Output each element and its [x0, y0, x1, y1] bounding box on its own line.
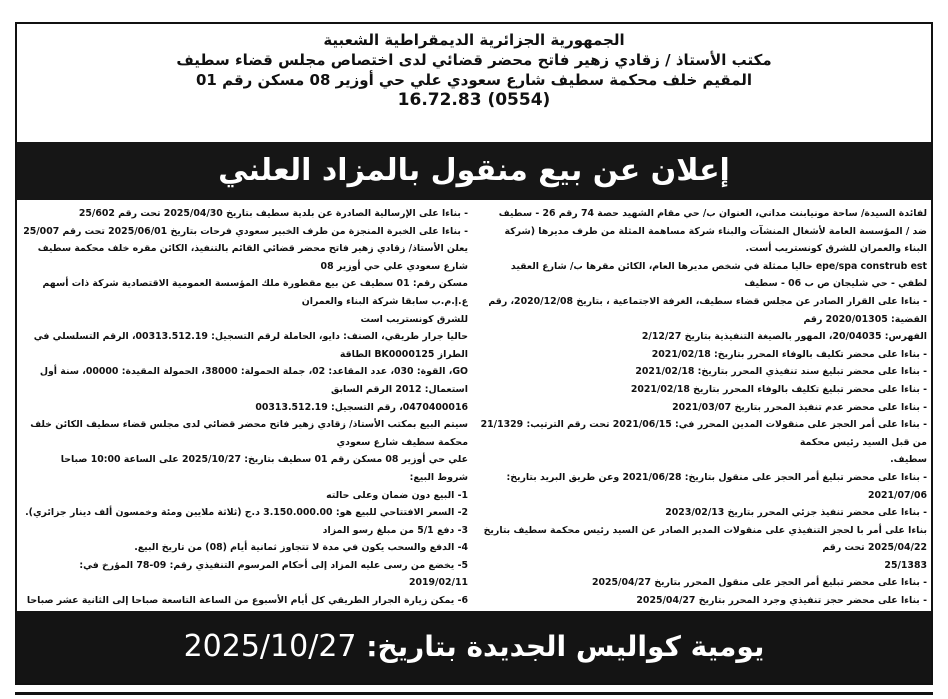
body-columns: [21, 205, 927, 607]
right-column-paragraph: - بناءا على أمر الحجز على منقولات المدين المحرر في: 2021/06/15 تحت رقم الترتيب: 21/1329 من قبل السيد رئيس محكمة: [480, 419, 927, 448]
right-column-paragraph: الفهرس: 20/04035، المهور بالصيغة التنفيذية بتاريخ 2/12/27: [641, 331, 927, 343]
page-title: إعلان عن بيع منقول بالمزاد العلني: [218, 153, 730, 188]
left-column-paragraph: 0470400016، رقم التسجيل: 00313.512.19: [255, 401, 468, 413]
header-office: مكتب الأستاذ / زقادي زهير فاتح محضر قضائي لدى اختصاص مجلس قضاء سطيف: [176, 51, 772, 69]
left-column-paragraph: شروط البيع:: [409, 471, 468, 483]
right-column-paragraph: - بناءا على محضر تبليغ أمر الحجز على منقول المحرر بتاريخ 2025/04/27: [591, 577, 927, 589]
left-column-paragraph: مسكن رقم: 01 سطيف عن بيع مقطورة ملك المؤسسة العمومية الاقتصادية شركة ذات أسهم ع.إ.م.ب سابقا شركة البناء والعمران: [42, 278, 468, 307]
header-address: المقيم خلف محكمة سطيف شارع سعودي علي حي أوزير 08 مسكن رقم 01: [196, 71, 752, 89]
left-column-paragraph: علي حي أوزير 08 مسكن رقم 01 سطيف بتاريخ: 2025/10/27 على الساعة 10:00 صباحا: [60, 454, 468, 466]
title-banner: [17, 142, 931, 200]
right-column-paragraph: - بناءا على القرار الصادر عن مجلس قضاء سطيف، الغرفة الاجتماعية ، بتاريخ 2020/12/08، رقم القضية: 2020/01305 رقم: [488, 295, 927, 325]
footer-date: 2025/10/27: [183, 629, 357, 664]
right-column-paragraph: لفائدة السيدة/ ساحة مونيابنت مداني، العنوان ب/ حي مقام الشهيد حصة 74 رقم 26 - سطيف: [498, 208, 927, 219]
left-column-paragraph: 5- يخضع من رسى عليه المزاد إلى أحكام المرسوم التنفيذي رقم: 09-78 المؤرخ في: 2019/02/11: [79, 559, 468, 589]
left-column-paragraph: - بناءا على الخبرة المنجزة من طرف الخبير سعودي فرحات بتاريخ 2025/06/01 تحت رقم 25/007: [23, 225, 468, 237]
right-column-paragraph: بناءا على أمر با لحجز التنفيذي على منقولات المدير الصادر عن السيد رئيس محكمة سطيف بتاريخ 2025/04/22 تحت رقم: [483, 524, 927, 554]
left-column-paragraph: 2- السعر الافتتاحي للبيع هو: 3.150.000.00 د.ج (ثلاثة ملايين ومئة وخمسون ألف دينار جزائري).: [25, 507, 468, 519]
right-column-paragraph: ضد / المؤسسة العامة لأشغال المنشآت والبناء شركة مساهمة المثلة من طرف مديرها (شركة البناء والعمران للشرق كونستريب أست.: [504, 225, 927, 255]
left-column-paragraph: 6- يمكن زيارة الجرار الطريقي كل أيام الأسبوع من الساعة التاسعة صباحا إلى الثانية عشر صباحا: [26, 595, 468, 607]
left-column: [21, 205, 468, 607]
left-column-paragraph: للشرق كونستريب است: [360, 313, 468, 325]
footer-banner: [17, 611, 931, 683]
left-column-paragraph: يعلن الأستاذ/ زقادي زهير فاتح محضر قضائي القائم بالتنفيذ، الكائن مقره خلف محكمة سطيف شارع سعودي علي حي أوزير 08: [37, 243, 468, 272]
left-column-paragraph: GO، القوة: 030، عدد المقاعد: 02، جملة الحمولة: 38000، الحمولة المقيدة: 00000، سنة أول استعمال: 2012 الرقم السابق: [39, 366, 468, 395]
header: [17, 30, 931, 110]
right-column-paragraph: epe/spa construb est حاليا ممثلة في شخص مديرها العام، الكائن مقرها ب/ شارع العقيد لطفي - حي شليجان ص ب 06 - سطيف: [510, 260, 927, 290]
header-republic: الجمهورية الجزائرية الديمقراطية الشعبية: [323, 31, 625, 49]
footer-label: يومية كواليس الجديدة بتاريخ:: [366, 630, 765, 663]
announcement-frame: [15, 22, 933, 685]
right-column-paragraph: - بناءا على محضر تنفيذ جزئي المحرر بتاريخ 2023/02/13: [665, 507, 927, 519]
left-column-paragraph: - بناءا على الإرسالية الصادرة عن بلدية سطيف بتاريخ 2025/04/30 تحت رقم 25/602: [78, 208, 468, 219]
right-column-paragraph: - بناءا على محضر عدم تنفيذ المحرر بتاريخ 2021/03/07: [672, 401, 927, 413]
right-column: [480, 205, 927, 607]
right-column-paragraph: - بناءا على محضر تكليف بالوفاء المحرر بتاريخ: 2021/02/18: [651, 348, 927, 360]
right-column-paragraph: سطيف.: [890, 454, 927, 466]
right-column-paragraph: - بناءا على محضر حجز تنفيذي وجرد المحرر بتاريخ 2025/04/27: [636, 595, 927, 607]
left-column-paragraph: سيتم البيع بمكتب الأستاذ/ زقادي زهير فاتح محضر قضائي لدى مجلس قضاء سطيف الكائن خلف محكمة سطيف شارع سعودي: [30, 419, 468, 448]
left-column-paragraph: حاليا جرار طريقي، الصنف: دايو، الحاملة لرقم التسجيل: 00313.512.19، الرقم التسلسلي في الطراز BK0000125 الطاقة: [33, 331, 468, 360]
right-column-paragraph: 25/1383: [884, 559, 927, 571]
left-column-paragraph: 4- الدفع والسحب يكون في مدة لا تتجاوز ثمانية أيام (08) من تاريخ البيع.: [134, 542, 468, 554]
bottom-rule: [15, 692, 933, 695]
left-column-paragraph: 1- البيع دون ضمان وعلى حالته: [326, 489, 468, 501]
right-column-paragraph: - بناءا على محضر تبليغ أمر الحجز على منقول بتاريخ: 2021/06/28 وعن طريق البريد بتاريخ: 2021/07/06: [506, 471, 927, 501]
left-column-paragraph: 3- دفع 5/1 من مبلغ رسو المزاد: [322, 524, 468, 536]
right-column-paragraph: - بناءا على محضر تبليغ تكليف بالوفاء المحرر بتاريخ 2021/02/18: [630, 383, 927, 395]
header-phone: 16.72.83 (0554): [397, 90, 551, 110]
right-column-paragraph: - بناءا على محضر تبليغ سند تنفيذي المحرر بتاريخ: 2021/02/18: [635, 366, 927, 378]
